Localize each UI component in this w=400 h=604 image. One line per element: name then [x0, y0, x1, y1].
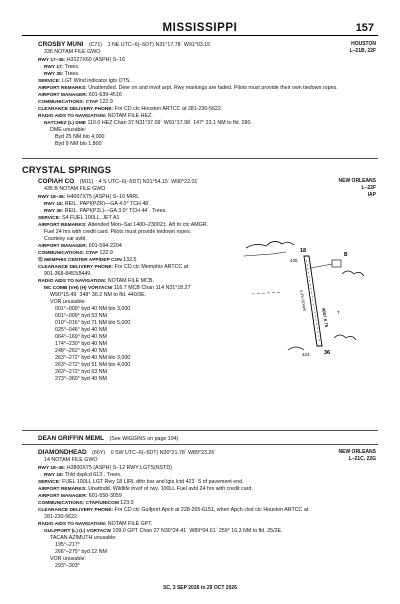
iap-label: IAP	[367, 192, 376, 198]
powerline	[252, 292, 282, 294]
detail-line	[55, 369, 107, 376]
detail-line	[38, 215, 119, 222]
detail-line	[38, 257, 136, 264]
detail-label: RWY 36:	[44, 209, 64, 214]
detail-line	[44, 64, 80, 71]
detail-text: Unattended. Deer on and invof arpt. Rwy markings are faded. Pilots must provide their own tiedown ropes.	[86, 85, 338, 91]
chart-label: L–21B, 22F	[349, 48, 376, 54]
detail-text: 064°–169° byd 40 NM	[55, 334, 107, 340]
page-state-title: MISSISSIPPI	[162, 22, 238, 34]
detail-line	[38, 194, 139, 201]
detail-text: NOTAM FILE MCB.	[106, 278, 154, 284]
detail-text: 281-230-5622.	[44, 514, 79, 520]
detail-text: 601-639-4516	[87, 92, 122, 98]
cross-reference-note: (See WIGGINS on page 194)	[109, 436, 179, 442]
detail-label: RADIO AIDS TO NAVIGATION:	[38, 114, 107, 119]
detail-line	[38, 264, 188, 271]
detail-text: Unattndd. Wildlife invof of rwy. 100LL Fuel avbl 24 hrs with credit card.	[86, 486, 253, 492]
detail-label: COMMUNICATIONS: CTAF	[38, 251, 99, 256]
chart-label: L–21C, 22G	[348, 456, 376, 462]
marker-label: T	[337, 310, 340, 315]
detail-line	[55, 334, 107, 341]
detail-line	[50, 127, 86, 134]
detail-text: 263°–272° byd 63 NM	[55, 369, 107, 375]
detail-label: SERVICE:	[38, 480, 61, 485]
detail-text: 601-550-3059	[87, 493, 122, 499]
header-rule	[22, 35, 378, 36]
detail-text: 001°–009° byd 40 NM blo 3,000´	[55, 306, 132, 312]
detail-line	[38, 486, 253, 493]
detail-text: 901-368-8453/8449.	[44, 271, 92, 277]
airport-elevation: 14 NOTAM FILE GWO	[44, 457, 98, 463]
detail-label: RWY 18:	[44, 473, 64, 478]
detail-text: H3127X60 (ASPH) S–16	[65, 57, 126, 63]
detail-line	[55, 306, 132, 313]
detail-line	[55, 362, 132, 369]
detail-label: RADIO AIDS TO NAVIGATION:	[38, 279, 107, 284]
detail-label: SERVICE:	[38, 79, 61, 84]
beacon-label: B	[344, 252, 348, 258]
tree-symbol	[288, 347, 304, 350]
detail-text: 248°–262° byd 40 NM	[55, 348, 107, 354]
detail-text: 123.0	[118, 500, 134, 506]
boundary-line	[244, 252, 286, 256]
runway-dimensions-label: 4007 X 75	[321, 307, 330, 328]
detail-line	[50, 535, 117, 542]
detail-label: CLEARANCE DELIVERY PHONE:	[38, 508, 114, 513]
detail-line	[38, 78, 131, 85]
section-divider	[22, 430, 378, 431]
airport-info: 1 NE UTC–6(–5DT) N31°17.78´ W91°03.15´	[107, 42, 212, 48]
detail-line	[55, 341, 107, 348]
detail-line	[38, 57, 125, 64]
detail-line	[38, 278, 154, 285]
region-label: NEW ORLEANS	[338, 449, 376, 455]
detail-line	[44, 71, 80, 78]
detail-line	[38, 493, 122, 500]
detail-line	[44, 120, 252, 127]
detail-label: AIRPORT REMARKS:	[38, 86, 87, 91]
detail-label: RADIO AIDS TO NAVIGATION:	[38, 522, 107, 527]
detail-text: 110.0 HEZ Chan 37 N31°37.09´ W91°17.98´ 147° 23.1 NM to fld. 280.	[86, 120, 252, 126]
detail-label: RWY 17–35:	[38, 58, 66, 63]
detail-line	[50, 292, 146, 299]
detail-line	[38, 521, 152, 528]
detail-text: For CD ctc Memphis ARTCC at	[113, 264, 189, 270]
detail-line	[44, 271, 92, 278]
detail-line	[55, 549, 107, 556]
detail-line	[38, 85, 338, 92]
detail-text: NOTAM FILE HEZ.	[106, 113, 153, 119]
detail-line	[50, 299, 86, 306]
detail-line	[55, 348, 107, 355]
detail-line	[38, 465, 172, 472]
elevation-top-label: 435	[290, 258, 298, 263]
detail-text: S4 FUEL 100LL, JET A1	[60, 215, 120, 221]
detail-text: 001°–009° byd 53 NM	[55, 313, 107, 319]
detail-text: Fuel 24 hrs with credit card. Pilots must provide tiedown ropes.	[44, 229, 192, 235]
airport-elevation: 435 B NOTAM FILE GWO	[44, 186, 106, 192]
detail-label: GULFPORT (L) (L) VORTACW	[44, 529, 112, 534]
airport-title-line	[38, 449, 216, 457]
detail-text: 109.0 GPT Chan 27 N30°24.41´ W89°04.61´ 259° 16.3 NM to fld. 25/2E.	[111, 528, 283, 534]
detail-text: Byd 25 NM blo 4,000´	[55, 134, 107, 140]
chart-label: L–22F	[361, 185, 376, 191]
detail-text: 122.9	[98, 99, 113, 105]
page-number: 157	[355, 22, 374, 34]
detail-line	[38, 106, 222, 113]
detail-label: MC COMB (VH) (H) VORTACW	[44, 286, 113, 291]
airport-ident: (C71)	[88, 42, 103, 48]
detail-line	[38, 250, 113, 257]
airport-ident: (66Y)	[92, 450, 106, 456]
airport-info: 4 S UTC–6(–5DT) N31°54.15´ W90°22.01´	[98, 179, 200, 185]
airport-title-line	[38, 178, 199, 186]
tree-symbol	[334, 335, 356, 340]
detail-text: DME unusable:	[50, 127, 87, 133]
detail-text: W90°15.49´ 348° 36.2 NM to fld. 440/3E.	[50, 292, 147, 298]
detail-text: 116.7 MCB Chan 114 N31°18.27´	[112, 285, 193, 291]
detail-line	[38, 113, 153, 120]
detail-text: Trees.	[63, 71, 80, 77]
detail-line	[55, 376, 107, 383]
detail-text: REIL. PAPI(P2L)—GA 3.0° TCH 44´. Trees.	[63, 208, 167, 214]
detail-line	[44, 229, 191, 236]
detail-text: TACAN AZIMUTH unusable:	[50, 535, 117, 541]
detail-line	[44, 472, 122, 479]
detail-line	[44, 285, 192, 292]
detail-label: COMMUNICATIONS: CTAF/UNICOM	[38, 501, 119, 506]
detail-line	[55, 563, 80, 570]
airport-title-line	[38, 41, 212, 49]
detail-text: 263°–272° byd 51 NM blo 4,000´	[55, 362, 132, 368]
detail-text: 132.5	[121, 257, 137, 263]
detail-text: For CD ctc Houston ARTCC at 281-230-5622.	[113, 106, 223, 112]
detail-text: 263°–272° byd 40 NM blo 3,000´	[55, 355, 132, 361]
page-footer: SC, 3 SEP 2026 to 29 OCT 2026	[163, 585, 237, 591]
detail-text: 122.9	[98, 250, 113, 256]
airport-diagram	[242, 234, 370, 366]
detail-label: AIRPORT MANAGER:	[38, 244, 88, 249]
detail-line	[44, 201, 151, 208]
detail-text: Thld dsplcd 613´. Trees.	[63, 472, 122, 478]
detail-line	[55, 542, 80, 549]
detail-line	[55, 327, 107, 334]
region-label: HOUSTON	[351, 41, 376, 47]
detail-label: CLEARANCE DELIVERY PHONE:	[38, 107, 114, 112]
detail-text: LGT Wind indicator lgts OTS.	[60, 78, 131, 84]
detail-text: REIL. PAPI(P2R)—GA 4.0° TCH 48´.	[63, 201, 152, 207]
region-label: NEW ORLEANS	[338, 178, 376, 184]
detail-text: 010°–016° byd 71 NM blo 5,000´	[55, 320, 132, 326]
detail-text: 174°–230° byd 40 NM	[55, 341, 107, 347]
detail-text: Trees.	[63, 64, 80, 70]
detail-text: 266°–275° byd 12 NM	[55, 549, 107, 555]
detail-text: FUEL 100LL LGT Rwy 18 LIRL dthr bar and lgts lctd 423´ S of pavement end.	[60, 479, 244, 485]
airport-name: CROSBY MUNI	[38, 41, 84, 48]
detail-line	[55, 355, 132, 362]
airport-info: 0 SW UTC–6(–5DT) N30°21.78´ W89°23.26´	[110, 450, 217, 456]
detail-text: Courtesy car avbl.	[44, 236, 87, 242]
detail-line	[38, 243, 122, 250]
detail-label: CLEARANCE DELIVERY PHONE:	[38, 265, 114, 270]
detail-line	[44, 514, 78, 521]
detail-text: NOTAM FILE GPT.	[106, 521, 153, 527]
airport-entry-dean-griffin	[38, 435, 178, 443]
section-divider	[22, 444, 378, 445]
detail-label: RWY 18–36:	[38, 466, 66, 471]
detail-line	[38, 507, 308, 514]
detail-line	[38, 479, 244, 486]
elevation-bottom-label: 424	[302, 352, 310, 357]
detail-text: Attended Mon–Sat 1400–2300Z‡. Aft hr ctc AMGR.	[86, 222, 209, 228]
detail-line	[38, 99, 113, 106]
detail-line	[38, 92, 122, 99]
detail-text: H4007X75 (ASPH) S–10 MIRL	[65, 194, 140, 200]
detail-label: AIRPORT REMARKS:	[38, 487, 87, 492]
airport-name: DEAN GRIFFIN MEML	[38, 435, 105, 442]
detail-label: AIRPORT MANAGER:	[38, 494, 88, 499]
section-divider	[22, 158, 378, 159]
detail-line	[55, 141, 103, 148]
city-heading: CRYSTAL SPRINGS	[22, 165, 112, 175]
detail-label: SERVICE:	[38, 216, 61, 221]
runway-18-label: 18	[300, 248, 307, 254]
tree-symbol	[246, 241, 294, 248]
detail-text: 293°–303°	[55, 563, 80, 569]
taxiway-line	[311, 264, 332, 268]
detail-label: Ⓡ MEMPHIS CENTER APP/DEP CON	[38, 258, 122, 263]
detail-text: H3800X75 (ASPH) S–12 RWY LGTS(NSTD)	[65, 465, 172, 471]
airport-name: COPIAH CO	[38, 178, 75, 185]
detail-label: NATCHEZ (L) DME	[44, 121, 87, 126]
detail-text: 195°–217°	[55, 542, 80, 548]
hangar-shape	[332, 260, 341, 267]
detail-text: VOR unusable:	[50, 556, 86, 562]
detail-label: RWY 35:	[44, 72, 64, 77]
detail-line	[55, 313, 107, 320]
detail-text: VOR unusable:	[50, 299, 86, 305]
detail-label: COMMUNICATIONS: CTAF	[38, 100, 99, 105]
detail-text: For CD ctc Gulfport Apch at 228-265-6151, when Apch clsd ctc Houston ARTCC at	[113, 507, 309, 513]
runway-36-label: 36	[324, 350, 331, 356]
tree-symbol	[342, 271, 364, 276]
runway-gradient-label: 0.3% DOWN	[299, 289, 307, 312]
detail-label: AIRPORT REMARKS:	[38, 223, 87, 228]
detail-text: Byd 9 NM blo 1,800´	[55, 141, 104, 147]
detail-line	[44, 528, 283, 535]
detail-text: 273°–360° byd 40 NM	[55, 376, 107, 382]
detail-label: AIRPORT MANAGER:	[38, 93, 88, 98]
airport-name: DIAMONDHEAD	[38, 449, 87, 456]
detail-line	[44, 236, 87, 243]
detail-line	[38, 222, 208, 229]
detail-line	[55, 320, 132, 327]
airport-ident: (M11)	[79, 179, 94, 185]
detail-label: RWY 17:	[44, 65, 64, 70]
airport-elevation: 336 NOTAM FILE GWO	[44, 49, 101, 55]
detail-label: RWY 18–36:	[38, 195, 66, 200]
detail-line	[44, 208, 167, 215]
detail-line	[50, 556, 86, 563]
detail-line	[38, 500, 134, 507]
detail-text: 025°–046° byd 40 NM	[55, 327, 107, 333]
detail-text: 601-594-2204	[87, 243, 122, 249]
detail-line	[55, 134, 106, 141]
detail-label: RWY 18:	[44, 202, 64, 207]
